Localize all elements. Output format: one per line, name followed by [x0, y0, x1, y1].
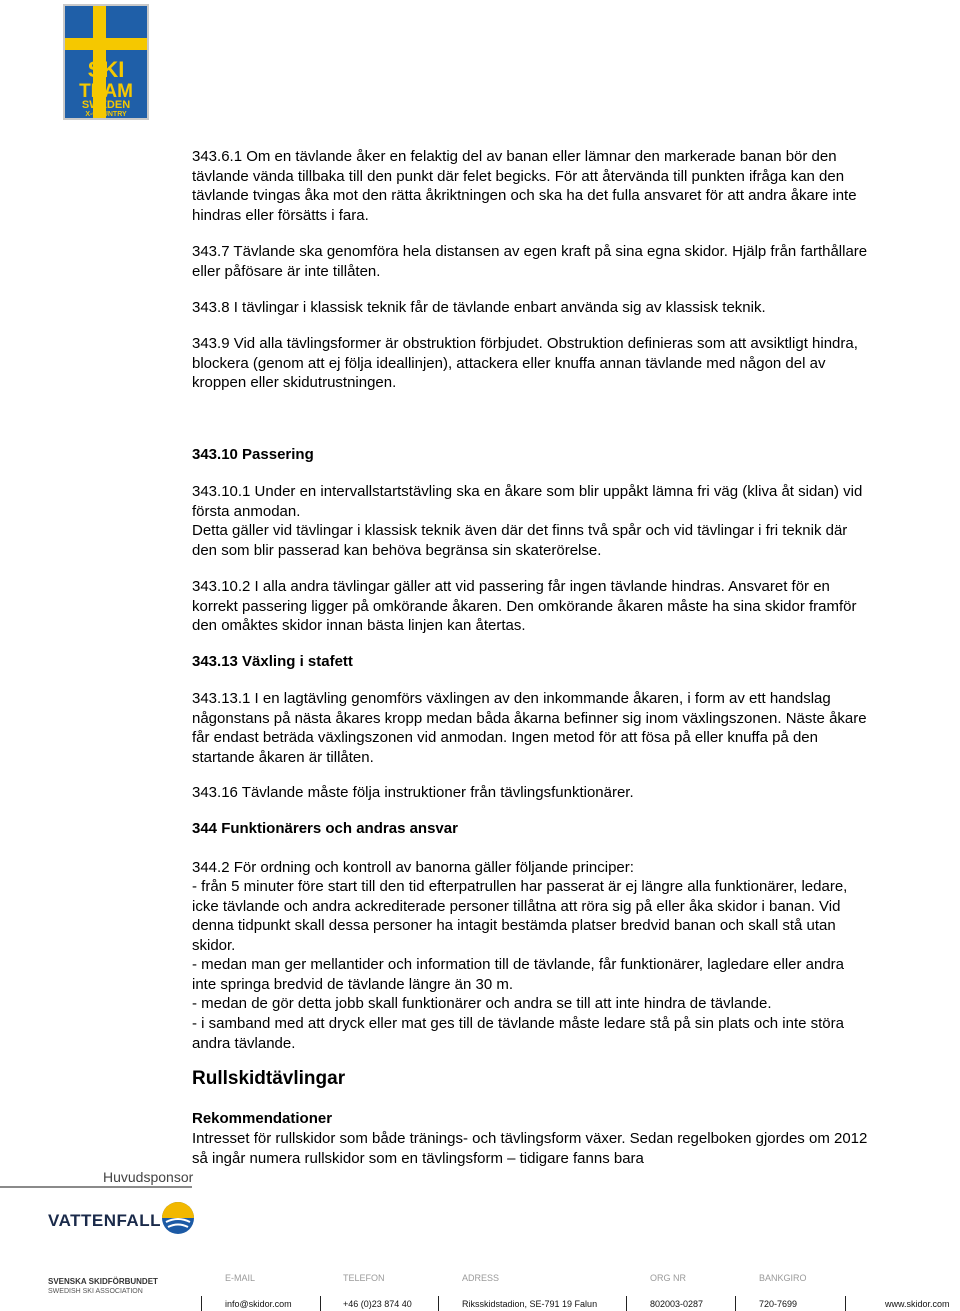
footer-separator	[438, 1296, 439, 1311]
footer-org-nr: 802003-0287	[650, 1299, 704, 1309]
sponsor-divider	[0, 1186, 192, 1188]
footer-separator	[735, 1296, 736, 1311]
ssf-name-english: SWEDISH SKI ASSOCIATION	[48, 1288, 143, 1295]
heading-rekommendationer: Rekommendationer	[192, 1110, 333, 1127]
paragraph-343-7: 343.7 Tävlande ska genomföra hela distansen av egen kraft på sina egna skidor. Hjälp från farthållare eller påfösare är inte tillåten.	[192, 243, 868, 280]
vattenfall-wordmark: VATTENFALL	[48, 1211, 161, 1230]
bullet-1: - från 5 minuter före start till den tid efterpatrullen har passerat är ej längre alla funktionärer, ledare, icke tävlande och andra ackrediterade personer tillåtna att röra sig på eller åka skidor i banan. Vid denna tidpunkt skall dessa personer ha intagit bestämda platser bredvid banan och skall stå utan skidor.	[192, 878, 848, 954]
paragraph-343-10-1: 343.10.1 Under en intervallstartstävling ska en åkare som blir uppåkt lämna fri väg (kliva åt sidan) vid första anmodan.	[192, 483, 863, 520]
logo-text-team: TEAM	[79, 81, 133, 102]
footer-website-link[interactable]: www.skidor.com	[885, 1299, 950, 1309]
footer-separator	[201, 1296, 202, 1311]
heading-344: 344 Funktionärers och andras ansvar	[192, 820, 458, 837]
paragraph-343-16: 343.16 Tävlande måste följa instruktioner från tävlingsfunktionärer.	[192, 784, 634, 801]
footer-label-phone: TELEFON	[343, 1273, 385, 1283]
heading-rullskidtavlingar: Rullskidtävlingar	[192, 1068, 346, 1089]
footer-bankgiro: 720-7699	[759, 1299, 798, 1309]
paragraph-344-2: 344.2 För ordning och kontroll av banorna gäller följande principer:	[192, 859, 634, 876]
paragraph-343-13-1: 343.13.1 I en lagtävling genomförs växlingen av den inkommande åkaren, i form av ett handslag någonstans på nästa åkares kropp medan båda åkarna befinner sig inom växlingszonen. Näste åkare får endast beträda växlingszonen vid anmodan. Ingen metod för att fösa på eller knuffa på den startande åkaren är tillåten.	[192, 690, 867, 766]
heading-343-13: 343.13 Växling i stafett	[192, 653, 353, 670]
paragraph-343-9: 343.9 Vid alla tävlingsformer är obstruktion förbjudet. Obstruktion definieras som att avsiktligt hindra, blockera (genom att ej följa ideallinjen), attackera eller knuffa annan tävlande med någon del av kroppen eller skidutrustningen.	[192, 335, 858, 391]
footer-phone: +46 (0)23 874 40	[343, 1299, 412, 1309]
paragraph-rekommendationer: Intresset för rullskidor som både tränings- och tävlingsform växer. Sedan regelboken gjordes om 2012 så ingår numera rullskidor som en tävlingsform – tidigare fanns bara	[192, 1130, 868, 1167]
footer-separator	[320, 1296, 321, 1311]
bullet-4: - i samband med att dryck eller mat ges till de tävlande måste ledare stå på sin plats och inte störa andra tävlande.	[192, 1015, 844, 1052]
footer-label-bank: BANKGIRO	[759, 1273, 807, 1283]
footer-label-org: ORG NR	[650, 1273, 686, 1283]
logo-text-xcountry: X-COUNTRY	[85, 111, 127, 118]
footer-address: Riksskidstadion, SE-791 19 Falun	[462, 1299, 598, 1309]
footer-separator	[845, 1296, 846, 1311]
footer-separator	[626, 1296, 627, 1311]
paragraph-343-8: 343.8 I tävlingar i klassisk teknik får de tävlande enbart använda sig av klassisk teknik.	[192, 299, 766, 316]
footer-label-address: ADRESS	[462, 1273, 500, 1283]
paragraph-343-10-1b: Detta gäller vid tävlingar i klassisk teknik även där det finns två spår och vid tävlingar i fri teknik där den som blir passerad kan behöva begränsa sin skaterörelse.	[192, 522, 848, 559]
footer-label-email: E-MAIL	[225, 1273, 256, 1283]
bullet-3: - medan de gör detta jobb skall funktionärer och andra se till att inte hindra de tävlande.	[192, 995, 772, 1012]
bullet-2: - medan man ger mellantider och information till de tävlande, får funktionärer, lagledare eller andra inte springa bredvid de tävlande längre än 30 m.	[192, 956, 845, 993]
vattenfall-logo-icon	[160, 1200, 196, 1241]
heading-343-10: 343.10 Passering	[192, 446, 314, 463]
ssf-name: SVENSKA SKIDFÖRBUNDET	[48, 1277, 158, 1286]
sponsor-label: Huvudsponsor	[103, 1169, 194, 1185]
logo-text-sweden: SWEDEN	[81, 99, 131, 111]
paragraph-343-6-1: 343.6.1 Om en tävlande åker en felaktig del av banan eller lämnar den markerade banan bör den tävlande vända tillbaka till den punkt där felet begicks. För att återvända till punkten ifråga kan den tävlande tvingas åka mot den rätta åkriktningen och ska ha det fulla ansvaret för att andra åkare inte hindras eller försätts i fara.	[192, 148, 857, 224]
footer-email[interactable]: info@skidor.com	[225, 1299, 292, 1309]
logo-text-ski: SKI	[87, 57, 125, 82]
paragraph-343-10-2: 343.10.2 I alla andra tävlingar gäller att vid passering får ingen tävlande hindras. Ansvaret för en korrekt passering ligger på omkörande åkaren. Den omkörande åkaren måste ha sina skidor framför den omåktes skidor innan bästa linjen kan återtas.	[192, 578, 857, 634]
ski-team-sweden-logo	[63, 4, 149, 120]
